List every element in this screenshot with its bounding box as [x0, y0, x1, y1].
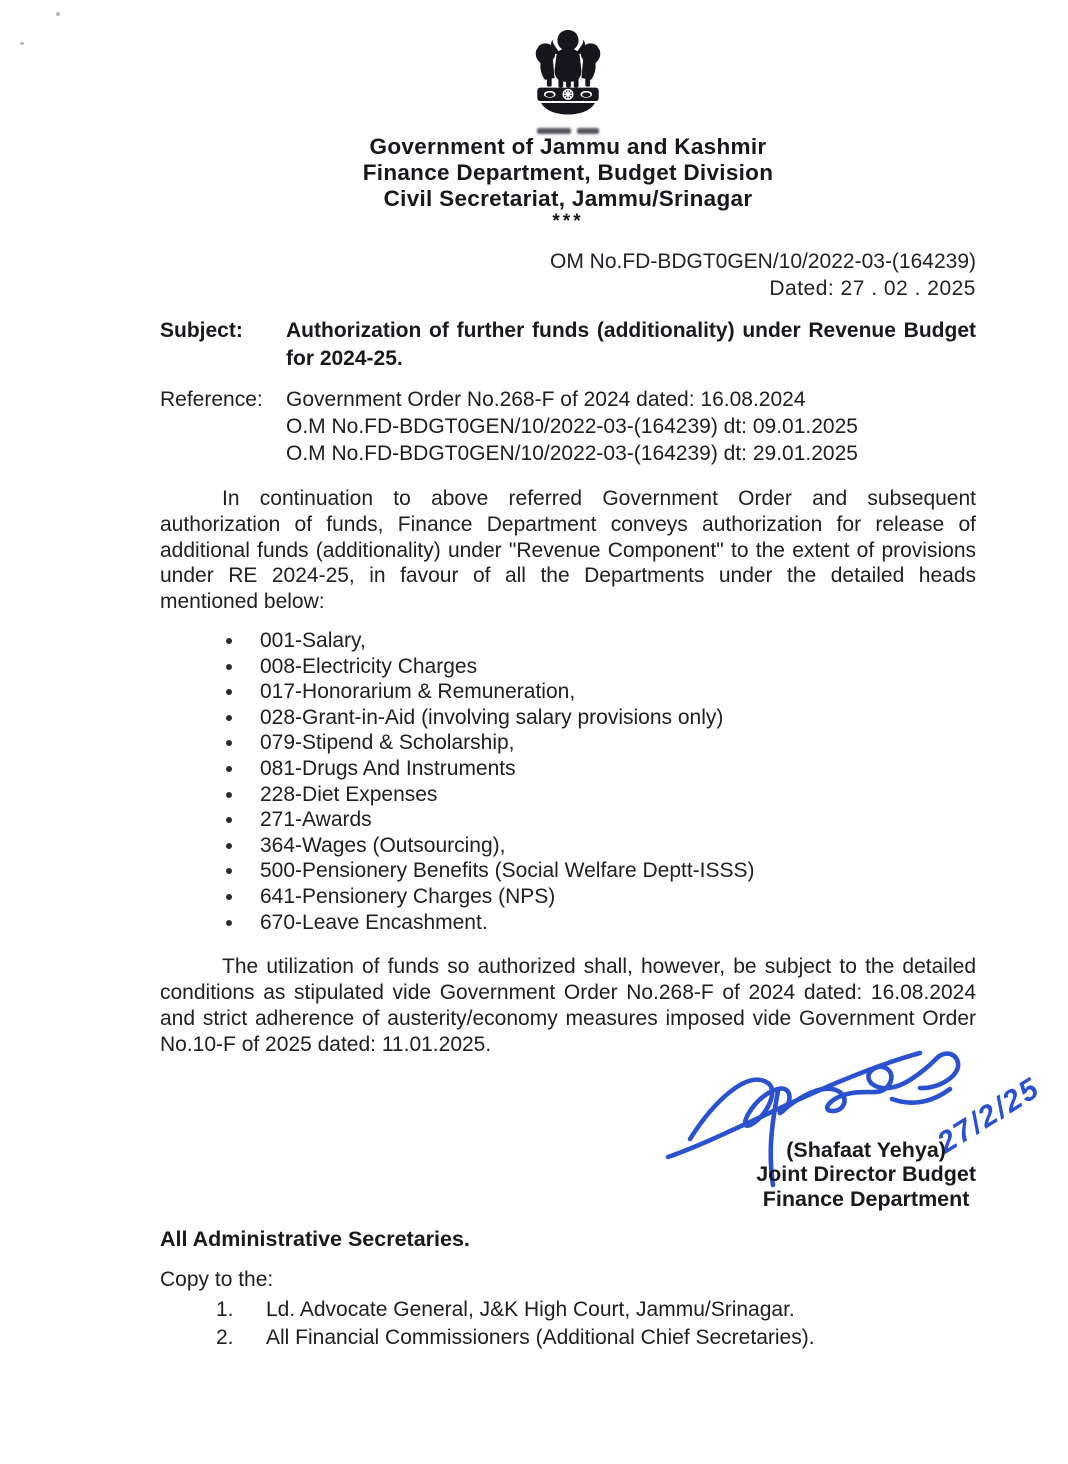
- reference-row: [160, 386, 976, 467]
- ashoka-lion-capital-emblem-icon: [520, 26, 616, 130]
- budget-head-item: 364-Wages (Outsourcing),: [160, 833, 976, 859]
- om-date: Dated: 27 . 02 . 2025: [769, 277, 976, 300]
- copy-to-label: Copy to the:: [160, 1268, 274, 1292]
- body-paragraph-2: The utilization of funds so authorized shall, however, be subject to the detailed conditions as stipulated vide Government Order No.268-F of 2024 dated: 16.08.2024 and strict adherence of austerity/economy measures imposed vide Government Order No.10-F of 2025 dated: 11.01.2025.: [160, 955, 976, 1056]
- addressee-line: All Administrative Secretaries.: [160, 1227, 470, 1252]
- copy-to-item: [160, 1324, 976, 1352]
- budget-head-item: 001-Salary,: [160, 628, 976, 654]
- header-separator: ***: [552, 211, 584, 232]
- org-address-line: Civil Secretariat, Jammu/Srinagar: [383, 186, 753, 211]
- body-paragraph-1: In continuation to above referred Government Order and subsequent authorization of funds, Finance Department conveys authorization for release of additional funds (additionality) under "Revenue Component" to the extent of provisions under RE 2024-25, in favour of all the Departments under the detailed heads mentioned below:: [160, 487, 976, 614]
- signatory-name: (Shafaat Yehya): [786, 1137, 946, 1162]
- budget-head-item: 081-Drugs And Instruments: [160, 756, 976, 782]
- budget-head-item: 228-Diet Expenses: [160, 782, 976, 808]
- copy-item-number: 2.: [216, 1325, 234, 1349]
- org-name-line: Government of Jammu and Kashmir: [369, 134, 767, 159]
- letterhead: [160, 26, 976, 232]
- signatory-title: Joint Director Budget: [756, 1162, 976, 1187]
- budget-head-item: 500-Pensionery Benefits (Social Welfare Deptt-ISSS): [160, 858, 976, 884]
- copy-item-text: Ld. Advocate General, J&K High Court, Jammu/Srinagar.: [266, 1298, 795, 1322]
- reference-label: Reference:: [160, 388, 263, 411]
- copy-to-item: [160, 1296, 976, 1324]
- budget-head-item: 641-Pensionery Charges (NPS): [160, 884, 976, 910]
- reference-line: O.M No.FD-BDGT0GEN/10/2022-03-(164239) dt: 29.01.2025: [286, 442, 858, 465]
- signatory-block: [756, 1138, 976, 1212]
- satyameva-jayate-motto-smudge: [160, 128, 976, 134]
- reference-line: O.M No.FD-BDGT0GEN/10/2022-03-(164239) dt: 09.01.2025: [286, 415, 858, 438]
- subject-text: Authorization of further funds (additionality) under Revenue Budget for 2024-25.: [286, 319, 976, 370]
- scan-artifact: [56, 12, 60, 16]
- subject-label: Subject:: [160, 319, 243, 342]
- scan-artifact: [20, 42, 24, 45]
- om-number: OM No.FD-BDGT0GEN/10/2022-03-(164239): [550, 250, 976, 273]
- org-dept-line: Finance Department, Budget Division: [362, 160, 774, 185]
- om-reference-block: [160, 248, 976, 302]
- copy-item-number: 1.: [216, 1298, 234, 1322]
- subject-row: [160, 317, 976, 373]
- budget-head-item: 079-Stipend & Scholarship,: [160, 730, 976, 756]
- copy-to-list: [160, 1296, 976, 1351]
- signature-block: [160, 1061, 1046, 1211]
- signatory-department: Finance Department: [762, 1186, 970, 1211]
- copy-item-text: All Financial Commissioners (Additional Chief Secretaries).: [266, 1325, 815, 1349]
- budget-heads-list: [160, 628, 976, 935]
- reference-line: Government Order No.268-F of 2024 dated: 16.08.2024: [286, 388, 806, 411]
- budget-head-item: 008-Electricity Charges: [160, 654, 976, 680]
- budget-head-item: 271-Awards: [160, 807, 976, 833]
- reference-lines: [286, 386, 976, 467]
- handwritten-date: 27/2/25: [931, 1071, 1046, 1161]
- budget-head-item: 028-Grant-in-Aid (involving salary provisions only): [160, 705, 976, 731]
- budget-head-item: 017-Honorarium & Remuneration,: [160, 679, 976, 705]
- budget-head-item: 670-Leave Encashment.: [160, 910, 976, 936]
